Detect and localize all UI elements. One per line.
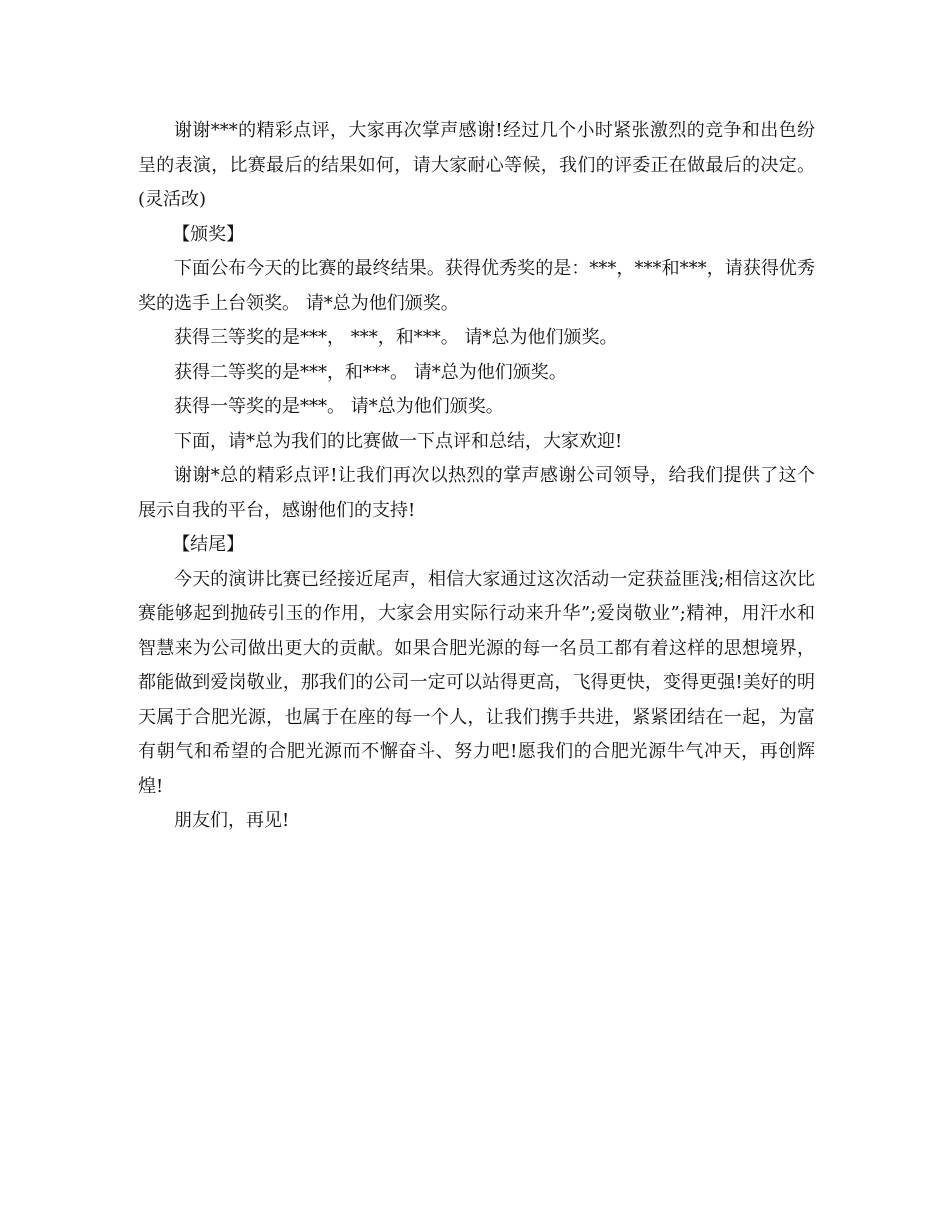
paragraph-manager-review: 下面，请*总为我们的比赛做一下点评和总结，大家欢迎!: [174, 430, 623, 452]
paragraph-excellence-award: 下面公布今天的比赛的最终结果。获得优秀奖的是：***，***和***，请获得优秀奖的选手上台领奖。 请*总为他们颁奖。: [138, 258, 815, 314]
paragraph-closing-speech: 今天的演讲比赛已经接近尾声，相信大家通过这次活动一定获益匪浅;相信这次比赛能够起到抛砖引玉的作用，大家会用实际行动来升华”;爱岗敬业”;精神，用汗水和智慧来为公司做出更大的贡献。如果合肥光源的每一名员工都有着这样的思想境界，都能做到爱岗敬业，那我们的公司一定可以站得更高，飞得更快，变得更强!美好的明天属于合肥光源，也属于在座的每一个人，让我们携手共进，紧紧团结在一起，为富有朝气和希望的合肥光源而不懈奋斗、努力吧!愿我们的合肥光源牛气冲天，再创辉煌!: [138, 568, 815, 797]
paragraph-farewell: 朋友们，再见!: [174, 810, 290, 831]
paragraph-thanks-judge: 谢谢***的精彩点评，大家再次掌声感谢!经过几个小时紧张激烈的竞争和出色纷呈的表演，比赛最后的结果如何，请大家耐心等候，我们的评委正在做最后的决定。(灵活改): [138, 120, 815, 210]
section-heading-closing: 【结尾】: [172, 534, 245, 555]
paragraph-second-prize: 获得二等奖的是***，和***。 请*总为他们颁奖。: [174, 361, 567, 383]
document-body: [138, 114, 815, 839]
section-heading-award: 【颁奖】: [172, 223, 245, 245]
paragraph-third-prize: 获得三等奖的是***， ***，和***。 请*总为他们颁奖。: [174, 327, 618, 348]
paragraph-thanks-leadership: 谢谢*总的精彩点评!让我们再次以热烈的掌声感谢公司领导，给我们提供了这个展示自我的平台，感谢他们的支持!: [138, 465, 815, 521]
paragraph-first-prize: 获得一等奖的是***。 请*总为他们颁奖。: [174, 396, 504, 417]
